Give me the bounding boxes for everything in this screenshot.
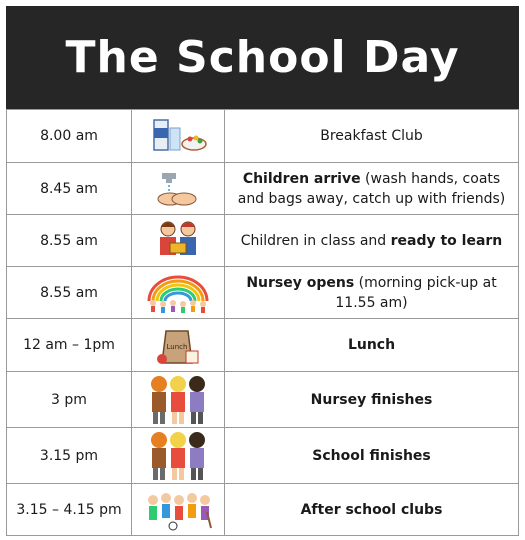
activity-cell [225,267,519,319]
handwashing-icon [132,163,225,215]
time-cell: 8.00 am [7,110,132,163]
activity-cell [225,319,519,372]
activity-label: Children arrive [242,170,361,187]
lunchbox-icon [132,319,225,372]
activity-cell [225,163,519,215]
time-cell: 12 am – 1pm [7,319,132,372]
activity-cell [225,484,519,536]
activity-label: Breakfast Club [320,128,423,144]
activity-label: Nursey finishes [310,391,433,408]
sports-children-icon [132,484,225,536]
activity-cell [225,372,519,428]
table-row [7,163,519,215]
table-row [7,215,519,267]
time-cell: 8.55 am [7,215,132,267]
activity-detail: (morning pick-up at 11.55 am) [335,274,497,311]
rainbow-children-icon [132,267,225,319]
schedule-table [6,109,519,536]
table-row [7,267,519,319]
children-walking-icon [132,372,225,428]
time-cell: 3.15 – 4.15 pm [7,484,132,536]
time-cell: 3.15 pm [7,428,132,484]
breakfast-icon [132,110,225,163]
time-cell: 3 pm [7,372,132,428]
time-cell: 8.55 am [7,267,132,319]
svg-text:Lunch: Lunch [166,343,188,351]
activity-label: Nursey opens [246,274,355,291]
page-title: The School Day [65,32,460,83]
table-row [7,428,519,484]
time-cell: 8.45 am [7,163,132,215]
activity-label: School finishes [312,447,431,464]
activity-label: Lunch [347,337,396,353]
children-reading-icon [132,215,225,267]
activity-label: ready to learn [390,232,503,249]
table-row [7,484,519,536]
activity-cell [225,110,519,163]
activity-label: After school clubs [300,501,443,518]
table-row [7,319,519,372]
activity-detail: (wash hands, coats and bags away, catch up with friends) [237,170,506,207]
title-banner [6,6,519,109]
children-walking-icon [132,428,225,484]
table-row [7,110,519,163]
activity-cell [225,215,519,267]
activity-prefix: Children in class and [240,232,391,249]
activity-cell [225,428,519,484]
table-row [7,372,519,428]
